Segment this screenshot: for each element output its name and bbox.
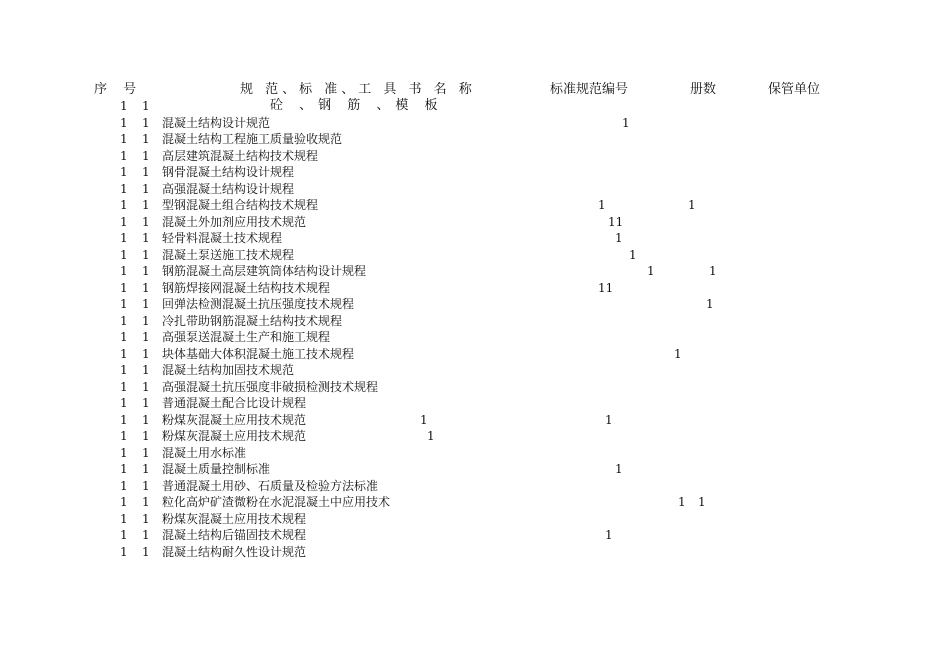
row-seq-a: 1 [120, 115, 128, 130]
row-title: 粉煤灰混凝土应用技术规范 [162, 429, 307, 443]
row-seq-a: 1 [120, 379, 128, 394]
row-seq-b: 1 [142, 544, 150, 559]
row-seq-b: 1 [142, 528, 150, 542]
row-seq-a: 1 [120, 247, 128, 262]
row-seq-a: 1 [120, 231, 128, 245]
table-row [0, 346, 950, 363]
table-row [0, 511, 950, 528]
row-seq-a: 1 [120, 429, 128, 443]
row-seq-b: 1 [142, 231, 150, 245]
row-seq-a: 1 [120, 165, 128, 179]
row-seq-b: 1 [142, 346, 150, 361]
row-seq-a: 1 [120, 495, 128, 509]
table-row [0, 181, 950, 198]
row-mark: 1 [622, 115, 630, 130]
row-title: 块体基础大体积混凝土施工技术规程 [162, 346, 355, 361]
row-title: 粒化高炉矿渣微粉在水泥混凝土中应用技术 [162, 495, 391, 509]
row-seq-a: 1 [120, 544, 128, 559]
row-seq-a: 1 [120, 99, 128, 113]
row-seq-a: 1 [120, 346, 128, 361]
row-seq-b: 1 [142, 379, 150, 394]
row-seq-a: 1 [120, 363, 128, 377]
row-mark: 1 [615, 462, 623, 476]
row-title: 高强泵送混凝土生产和施工规程 [162, 330, 331, 344]
table-row [0, 197, 950, 214]
row-title: 钢筋混凝土高层建筑筒体结构设计规程 [162, 264, 367, 278]
table-row [0, 544, 950, 561]
row-seq-b: 1 [142, 297, 150, 311]
header-unit: 保管单位 [768, 82, 821, 97]
row-seq-b: 1 [142, 148, 150, 163]
table-row [0, 461, 950, 478]
row-seq-a: 1 [120, 280, 128, 295]
table-row [0, 296, 950, 313]
row-mark: 1 [605, 528, 613, 542]
row-mark: 1 [678, 495, 686, 509]
row-mark: 1 [647, 264, 655, 278]
row-seq-b: 1 [142, 165, 150, 179]
row-seq-a: 1 [120, 214, 128, 229]
row-seq-b: 1 [142, 396, 150, 410]
table-row [0, 362, 950, 379]
row-seq-a: 1 [120, 528, 128, 542]
row-seq-b: 1 [142, 132, 150, 146]
table-row [0, 395, 950, 412]
header-name: 规 范、标 准、工 具 书 名 称 [240, 82, 476, 97]
row-seq-b: 1 [142, 181, 150, 196]
row-seq-b: 1 [142, 313, 150, 328]
row-seq-a: 1 [120, 148, 128, 163]
row-title: 粉煤灰混凝土应用技术规程 [162, 511, 307, 526]
standards-list [0, 98, 950, 560]
row-seq-b: 1 [142, 445, 150, 460]
row-mark: 1 [706, 297, 714, 311]
row-mark: 1 [674, 346, 682, 361]
row-seq-a: 1 [120, 297, 128, 311]
row-seq-b: 1 [142, 511, 150, 526]
header-count: 册数 [690, 82, 717, 97]
table-row [0, 379, 950, 396]
row-title: 混凝土泵送施工技术规程 [162, 247, 295, 262]
row-seq-a: 1 [120, 445, 128, 460]
header-seq: 序 号 [94, 82, 143, 97]
row-seq-b: 1 [142, 495, 150, 509]
row-seq-b: 1 [142, 99, 150, 113]
table-row [0, 478, 950, 495]
table-row [0, 412, 950, 429]
table-row [0, 428, 950, 445]
row-seq-b: 1 [142, 330, 150, 344]
row-mark: 1 [615, 231, 623, 245]
row-seq-a: 1 [120, 313, 128, 328]
table-row [0, 280, 950, 297]
row-title: 混凝土外加剂应用技术规范 [162, 214, 307, 229]
row-title: 回弹法检测混凝土抗压强度技术规程 [162, 297, 355, 311]
row-seq-b: 1 [142, 264, 150, 278]
row-seq-a: 1 [120, 511, 128, 526]
row-title: 高强混凝土抗压强度非破损检测技术规程 [162, 379, 379, 394]
row-title: 混凝土结构加固技术规范 [162, 363, 295, 377]
row-title: 混凝土结构后锚固技术规程 [162, 528, 307, 542]
row-seq-a: 1 [120, 198, 128, 212]
table-row [0, 527, 950, 544]
table-row [0, 445, 950, 462]
row-seq-b: 1 [142, 198, 150, 212]
row-title: 粉煤灰混凝土应用技术规范 [162, 412, 307, 427]
table-row [0, 148, 950, 165]
row-mark: 1 [688, 198, 696, 212]
row-seq-b: 1 [142, 363, 150, 377]
row-mark: 1 [427, 429, 435, 443]
table-row [0, 247, 950, 264]
row-seq-b: 1 [142, 429, 150, 443]
row-mark: 1 [629, 247, 637, 262]
row-mark: 1 [598, 198, 606, 212]
row-title: 高强混凝土结构设计规程 [162, 181, 295, 196]
row-seq-b: 1 [142, 412, 150, 427]
row-seq-a: 1 [120, 396, 128, 410]
row-title: 高层建筑混凝土结构技术规程 [162, 148, 319, 163]
row-seq-b: 1 [142, 462, 150, 476]
row-title: 轻骨料混凝土技术规程 [162, 231, 283, 245]
row-title: 混凝土结构设计规范 [162, 115, 271, 130]
table-row [0, 164, 950, 181]
row-title: 混凝土质量控制标准 [162, 462, 271, 476]
row-seq-a: 1 [120, 181, 128, 196]
row-mark: 11 [598, 280, 614, 295]
row-mark: 11 [608, 214, 624, 229]
row-seq-a: 1 [120, 462, 128, 476]
row-seq-a: 1 [120, 412, 128, 427]
row-seq-b: 1 [142, 280, 150, 295]
table-row [0, 494, 950, 511]
row-mark: 1 [698, 495, 706, 509]
row-title: 型钢混凝土组合结构技术规程 [162, 198, 319, 212]
row-title: 混凝土用水标准 [162, 445, 247, 460]
row-title: 普通混凝土配合比设计规程 [162, 396, 307, 410]
row-seq-b: 1 [142, 478, 150, 493]
row-title: 混凝土结构工程施工质量验收规范 [162, 132, 343, 146]
table-row [0, 214, 950, 231]
row-seq-a: 1 [120, 264, 128, 278]
row-seq-b: 1 [142, 247, 150, 262]
row-seq-b: 1 [142, 115, 150, 130]
table-row [0, 98, 950, 115]
table-row [0, 263, 950, 280]
row-mark: 1 [605, 412, 613, 427]
row-seq-b: 1 [142, 214, 150, 229]
row-title: 钢骨混凝土结构设计规程 [162, 165, 295, 179]
table-row [0, 313, 950, 330]
row-title: 冷扎带助钢筋混凝土结构技术规程 [162, 313, 343, 328]
row-mark: 1 [420, 412, 428, 427]
table-row [0, 131, 950, 148]
row-mark: 1 [709, 264, 717, 278]
row-title: 普通混凝土用砂、石质量及检验方法标准 [162, 478, 379, 493]
row-seq-a: 1 [120, 330, 128, 344]
table-row [0, 230, 950, 247]
header-code: 标准规范编号 [550, 82, 629, 97]
table-row [0, 329, 950, 346]
row-seq-a: 1 [120, 478, 128, 493]
row-seq-a: 1 [120, 132, 128, 146]
section-title: 砼 、钢 筋 、模 板 [270, 98, 444, 113]
row-title: 钢筋焊接网混凝土结构技术规程 [162, 280, 331, 295]
row-title: 混凝土结构耐久性设计规范 [162, 544, 307, 559]
table-row [0, 115, 950, 132]
